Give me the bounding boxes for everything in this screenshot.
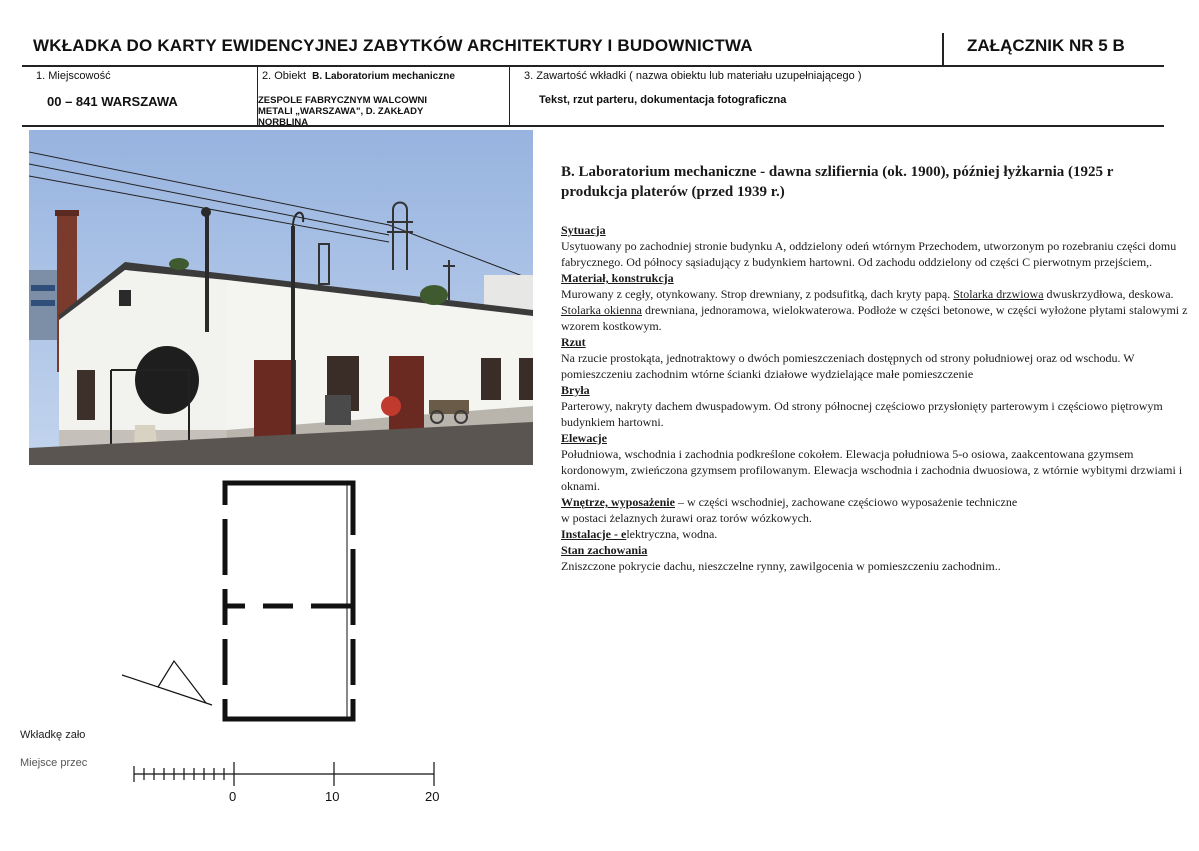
- description-title: B. Laboratorium mechaniczne - dawna szlifiernia (ok. 1900), później łyżkarnia (1925 r: [561, 164, 1114, 180]
- fields-rule: [22, 125, 1164, 127]
- section-heading: Rzut: [561, 335, 586, 349]
- north-arrow-icon: [120, 655, 215, 710]
- section-text-part: – w części wschodniej, zachowane częściowo wyposażenie techniczne: [674, 495, 1018, 509]
- scale-bar: [130, 760, 450, 808]
- object-value-line: ZESPOLE FABRYCZNYM WALCOWNI: [258, 95, 428, 106]
- section-text: Na rzucie prostokąta, jednotraktowy o dwóch pomieszczeniach dostępnych od strony południowej oraz od wschodu. W pomieszczeniu zachodnim wtórne ścianki działowe wydzielające małe pomieszczenie: [561, 351, 1135, 381]
- section-heading: Sytuacja: [561, 223, 606, 237]
- place-label: Miejsce przec: [20, 757, 88, 769]
- field-divider-2: [509, 66, 510, 126]
- object-value-line: METALI „WARSZAWA", D. ZAKŁADY: [258, 106, 424, 117]
- object-value-line: NORBLINA: [258, 117, 309, 125]
- annex-number: ZAŁĄCZNIK NR 5 B: [967, 36, 1125, 55]
- scale-label: 10: [325, 789, 340, 804]
- section-text-part: lektryczna, wodna.: [626, 527, 718, 541]
- object-label-row: [262, 70, 455, 82]
- section-heading: Instalacje - e: [561, 527, 627, 541]
- section-text: Usytuowany po zachodniej stronie budynku A, oddzielony odeń wtórnym Przechodem, utworzonym po rozebraniu części domu fabrycznego. Od północy sąsiadujący z budynkiem hartowni. Od zachodu oddzielony od części C pierwotnym przejściem,.: [561, 239, 1177, 269]
- section-text: Południowa, wschodnia i zachodnia podkreślone cokołem. Elewacja południowa 5-o osiowa, zaakcentowana gzymsem kordonowym, zwieńczona gzymsem profilowanym. Elewacja wschodnia i zachodnia dwuosiowa, z wtórnie wybitymi drzwiami i oknami.: [561, 447, 1183, 493]
- section-text: Zniszczone pokrycie dachu, nieszczelne rynny, zawilgocenia w pomieszczeniu zachodnim..: [561, 559, 1001, 573]
- locality-value: 00 – 841 WARSZAWA: [47, 94, 178, 109]
- section-heading: Elewacje: [561, 431, 607, 445]
- description-title-line2: produkcja platerów (przed 1939 r.): [561, 184, 785, 200]
- object-value: [258, 95, 504, 125]
- section-inline: [561, 526, 1193, 542]
- section-inline: [561, 494, 1193, 510]
- content-label: 3. Zawartość wkładki ( nazwa obiektu lub materiału uzupełniającego ): [524, 70, 862, 82]
- section-text-part: Murowany z cegły, otynkowany. Strop drewniany, z podsufitką, dach kryty papą.: [561, 287, 951, 301]
- header-divider: [942, 33, 944, 65]
- section-heading: Wnętrze, wyposażenie: [561, 495, 675, 509]
- section-text-underlined: Stolarka drzwiowa: [953, 287, 1044, 301]
- section-heading: Stan zachowania: [561, 543, 648, 557]
- section-text: w postaci żelaznych żurawi oraz torów wózkowych.: [561, 511, 812, 525]
- description: [561, 162, 1193, 574]
- content-value: Tekst, rzut parteru, dokumentacja fotograficzna: [539, 94, 787, 106]
- scale-label: 20: [425, 789, 440, 804]
- section-heading: Bryła: [561, 383, 590, 397]
- header-rule: [22, 65, 1164, 67]
- card-title: WKŁADKA DO KARTY EWIDENCYJNEJ ZABYTKÓW ARCHITEKTURY I BUDOWNICTWA: [33, 36, 753, 55]
- prepared-by-label: Wkładkę zało: [20, 729, 86, 741]
- building-photo: [29, 130, 533, 465]
- section-text-part: dwuskrzydłowa, deskowa.: [1046, 287, 1174, 301]
- section-text-part: drewniana, jednoramowa, wielokwaterowa. Podłoże w części betonowe, w części wyłożone płytami stalowymi z wzorem kostkowym.: [561, 303, 1188, 333]
- object-label: 2. Obiekt: [262, 70, 307, 82]
- section-text-underlined: Stolarka okienna: [561, 303, 642, 317]
- section-heading: Materiał, konstrukcja: [561, 271, 674, 285]
- object-name: B. Laboratorium mechaniczne: [312, 71, 455, 82]
- locality-label: 1. Miejscowość: [36, 70, 111, 82]
- scale-label: 0: [229, 789, 237, 804]
- section-text: [561, 286, 1193, 334]
- building-photo-drawing: [29, 130, 533, 465]
- section-text: Parterowy, nakryty dachem dwuspadowym. Od strony północnej częściowo przysłonięty parterowym i częściowo piętrowym budynkiem hartowni.: [561, 399, 1163, 429]
